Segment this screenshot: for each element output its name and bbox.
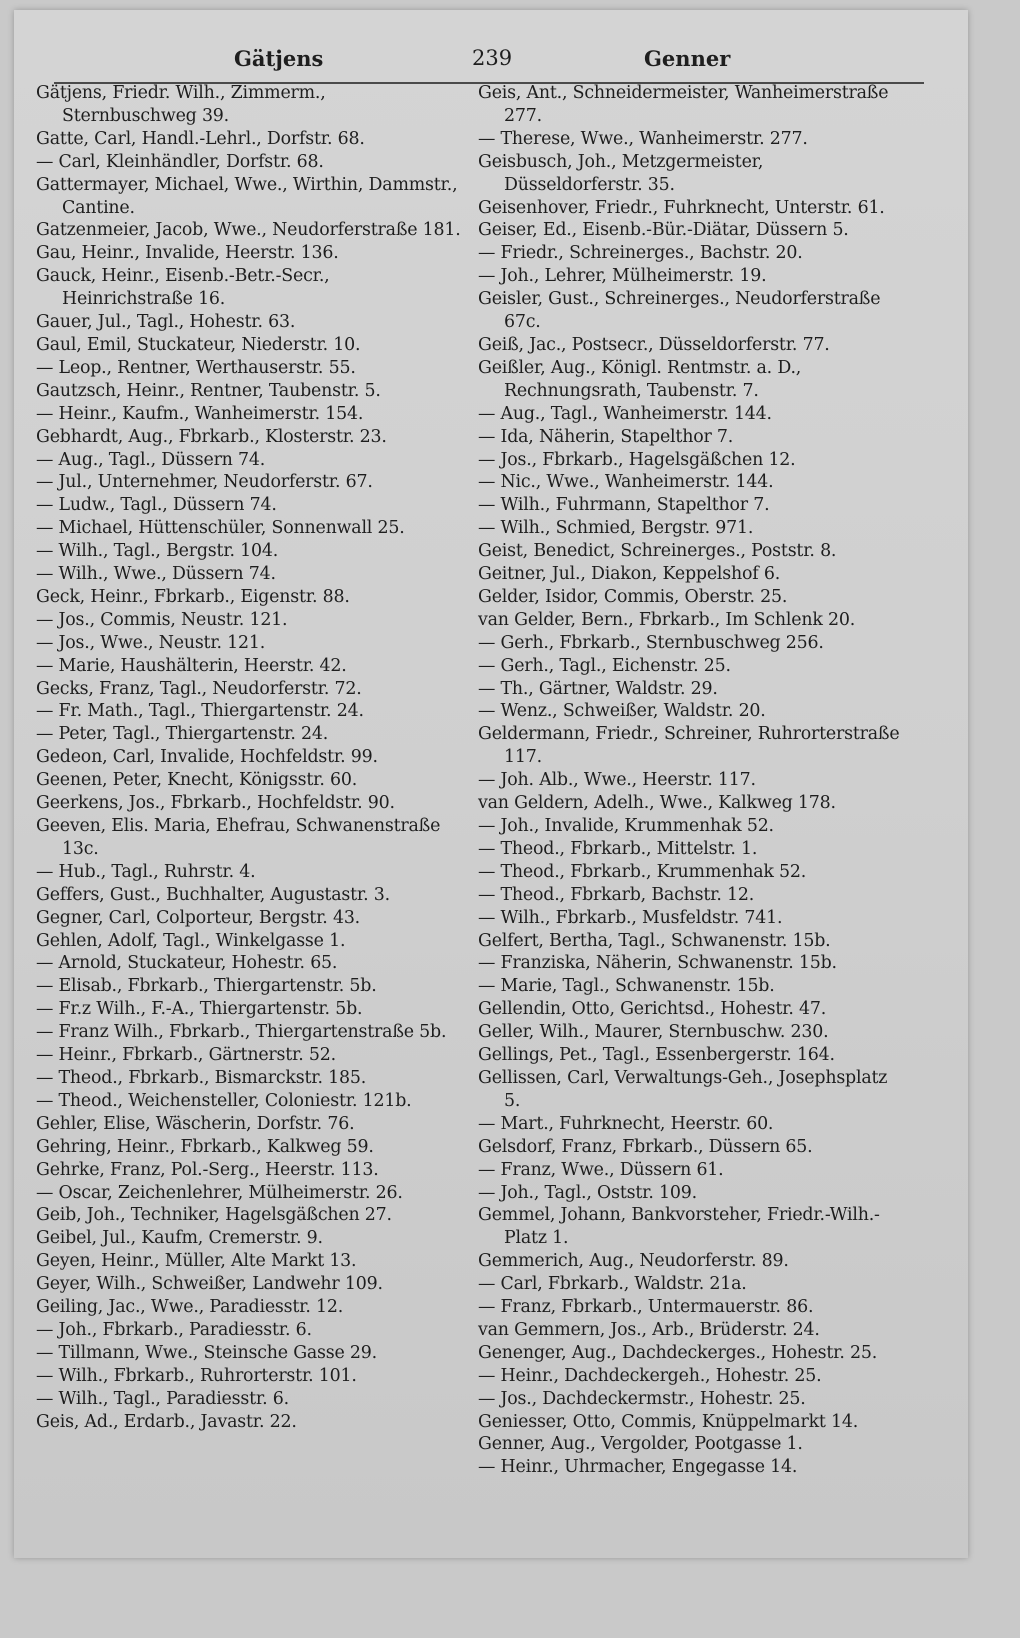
directory-entry: — Heinr., Uhrmacher, Engegasse 14. [478,1457,798,1478]
page-header [54,46,924,78]
directory-entry: — Franz Wilh., Fbrkarb., Thiergartenstraße 5b. [36,1022,447,1043]
directory-entry: Geisenhover, Friedr., Fuhrknecht, Unterstr. 61. [478,197,885,218]
directory-entry: Geiser, Ed., Eisenb.-Bür.-Diätar, Düssern 5. [478,220,849,241]
header-right-word: Genner [644,46,731,71]
directory-entry: — Wilh., Fuhrmann, Stapelthor 7. [478,495,770,516]
directory-entry: Gedeon, Carl, Invalide, Hochfeldstr. 99. [36,747,378,768]
directory-entry: — Peter, Tagl., Thiergartenstr. 24. [36,724,329,745]
directory-entry: — Joh., Invalide, Krummenhak 52. [478,816,774,836]
directory-entry: Geis, Ant., Schneidermeister, Wanheimerstraße 277. [478,83,889,126]
directory-entry: — Th., Gärtner, Waldstr. 29. [478,678,718,699]
directory-entry: Genenger, Aug., Dachdeckerges., Hohestr. 25. [478,1342,878,1363]
directory-entry: — Joh., Lehrer, Mülheimerstr. 19. [478,266,767,287]
directory-entry: Gebhardt, Aug., Fbrkarb., Klosterstr. 23. [36,426,387,447]
directory-entry: — Wilh., Schmied, Bergstr. 971. [478,518,754,539]
directory-entry: — Jos., Fbrkarb., Hagelsgäßchen 12. [478,449,796,470]
directory-entry: — Leop., Rentner, Werthauserstr. 55. [36,357,356,378]
directory-entry: — Mart., Fuhrknecht, Heerstr. 60. [478,1113,774,1134]
directory-entry: — Wilh., Fbrkarb., Musfeldstr. 741. [478,907,783,928]
directory-entry: — Joh., Fbrkarb., Paradiesstr. 6. [36,1319,312,1340]
directory-entry: Gelsdorf, Franz, Fbrkarb., Düssern 65. [478,1136,813,1157]
directory-entry: — Tillmann, Wwe., Steinsche Gasse 29. [36,1342,377,1363]
directory-entry: Geniesser, Otto, Commis, Knüppelmarkt 14. [478,1411,859,1432]
directory-entry: Gätjens, Friedr. Wilh., Zimmerm., Sternbuschweg 39. [36,83,326,126]
directory-entry: — Jos., Dachdeckermstr., Hohestr. 25. [478,1388,806,1409]
directory-entry: Geyen, Heinr., Müller, Alte Markt 13. [36,1251,357,1272]
directory-entry: — Theod., Fbrkarb., Bismarckstr. 185. [36,1067,367,1088]
directory-entry: van Gemmern, Jos., Arb., Brüderstr. 24. [478,1319,820,1340]
directory-entry: — Therese, Wwe., Wanheimerstr. 277. [478,128,808,149]
directory-entry: — Aug., Tagl., Düssern 74. [36,449,266,470]
directory-entry: — Arnold, Stuckateur, Hohestr. 65. [36,953,338,974]
directory-entry: — Nic., Wwe., Wanheimerstr. 144. [478,472,774,493]
directory-entry: Geyer, Wilh., Schweißer, Landwehr 109. [36,1274,383,1295]
directory-entry: Gehring, Heinr., Fbrkarb., Kalkweg 59. [36,1136,374,1157]
directory-entry: Gehler, Elise, Wäscherin, Dorfstr. 76. [36,1113,355,1134]
directory-entry: — Theod., Weichensteller, Coloniestr. 121b. [36,1090,412,1111]
directory-entry: Geller, Wilh., Maurer, Sternbuschw. 230. [478,1022,829,1043]
directory-entry: Geerkens, Jos., Fbrkarb., Hochfeldstr. 90. [36,793,395,814]
directory-entry: — Hub., Tagl., Ruhrstr. 4. [36,861,256,882]
directory-entry: — Oscar, Zeichenlehrer, Mülheimerstr. 26. [36,1182,403,1203]
directory-entry: Geißler, Aug., Königl. Rentmstr. a. D., Rechnungsrath, Taubenstr. 7. [478,357,802,401]
directory-entry: — Joh., Tagl., Oststr. 109. [478,1182,697,1203]
directory-entry: Gauer, Jul., Tagl., Hohestr. 63. [36,312,296,333]
page-number: 239 [472,46,513,70]
directory-entry: — Fr. Math., Tagl., Thiergartenstr. 24. [36,701,364,722]
directory-entry: — Gerh., Tagl., Eichenstr. 25. [478,655,731,676]
directory-entry: — Jos., Commis, Neustr. 121. [36,609,288,630]
directory-entry: Geib, Joh., Techniker, Hagelsgäßchen 27. [36,1205,392,1226]
directory-entry: — Wilh., Tagl., Paradiesstr. 6. [36,1388,289,1409]
directory-entry: — Franz, Wwe., Düssern 61. [478,1159,724,1180]
directory-entry: — Elisab., Fbrkarb., Thiergartenstr. 5b. [36,976,377,997]
directory-entry: Geibel, Jul., Kaufm, Cremerstr. 9. [36,1228,323,1249]
directory-entry: Gattermayer, Michael, Wwe., Wirthin, Dammstr., Cantine. [36,174,458,218]
directory-entry: — Heinr., Fbrkarb., Gärtnerstr. 52. [36,1045,336,1066]
directory-entry: Geisbusch, Joh., Metzgermeister, Düsseldorferstr. 35. [478,151,764,195]
directory-entry: — Jul., Unternehmer, Neudorferstr. 67. [36,472,373,493]
directory-entry: — Franz, Fbrkarb., Untermauerstr. 86. [478,1297,814,1318]
directory-entry: Gehlen, Adolf, Tagl., Winkelgasse 1. [36,930,346,951]
directory-entry: Gellings, Pet., Tagl., Essenbergerstr. 164. [478,1045,835,1066]
directory-entry: Gatte, Carl, Handl.-Lehrl., Dorfstr. 68. [36,128,365,149]
directory-entry: Gau, Heinr., Invalide, Heerstr. 136. [36,243,339,264]
directory-entry: — Ludw., Tagl., Düssern 74. [36,495,277,516]
left-column [36,82,461,1433]
directory-entry: Gautzsch, Heinr., Rentner, Taubenstr. 5. [36,380,381,401]
directory-entry: — Jos., Wwe., Neustr. 121. [36,632,266,653]
directory-entry: Geiling, Jac., Wwe., Paradiesstr. 12. [36,1297,344,1318]
directory-entry: Geiß, Jac., Postsecr., Düsseldorferstr. 77. [478,334,830,355]
directory-entry: van Gelder, Bern., Fbrkarb., Im Schlenk 20. [478,609,856,630]
directory-entry: Geffers, Gust., Buchhalter, Augustastr. 3. [36,884,390,905]
directory-entry: — Carl, Kleinhändler, Dorfstr. 68. [36,151,324,172]
directory-entry: Geis, Ad., Erdarb., Javastr. 22. [36,1411,297,1432]
directory-entry: Gellendin, Otto, Gerichtsd., Hohestr. 47. [478,999,827,1020]
directory-entry: Geisler, Gust., Schreinerges., Neudorferstraße 67c. [478,289,881,333]
directory-entry: Gatzenmeier, Jacob, Wwe., Neudorferstraße 181. [36,220,461,241]
directory-entry: Geeven, Elis. Maria, Ehefrau, Schwanenstraße 13c. [36,816,441,859]
directory-entry: — Wilh., Tagl., Bergstr. 104. [36,541,279,562]
directory-entry: — Theod., Fbrkarb, Bachstr. 12. [478,884,755,905]
directory-entry: van Geldern, Adelh., Wwe., Kalkweg 178. [478,793,836,814]
directory-entry: — Ida, Näherin, Stapelthor 7. [478,426,734,447]
directory-entry: — Wilh., Fbrkarb., Ruhrorterstr. 101. [36,1365,357,1386]
directory-entry: — Wilh., Wwe., Düssern 74. [36,564,276,585]
directory-entry: Gegner, Carl, Colporteur, Bergstr. 43. [36,907,361,928]
directory-entry: Geenen, Peter, Knecht, Königsstr. 60. [36,770,358,791]
directory-entry: — Fr.z Wilh., F.-A., Thiergartenstr. 5b. [36,999,363,1020]
directory-entry: — Heinr., Kaufm., Wanheimerstr. 154. [36,403,364,424]
directory-entry: — Gerh., Fbrkarb., Sternbuschweg 256. [478,632,824,653]
directory-entry: — Friedr., Schreinerges., Bachstr. 20. [478,243,803,264]
directory-entry: Genner, Aug., Vergolder, Pootgasse 1. [478,1434,803,1455]
right-column [478,82,903,1479]
directory-entry: — Marie, Haushälterin, Heerstr. 42. [36,655,347,676]
directory-entry: — Theod., Fbrkarb., Krummenhak 52. [478,861,807,882]
directory-entry: — Theod., Fbrkarb., Mittelstr. 1. [478,838,758,859]
directory-entry: Gecks, Franz, Tagl., Neudorferstr. 72. [36,678,362,699]
directory-entry: Geldermann, Friedr., Schreiner, Ruhrorterstraße 117. [478,724,900,768]
directory-entry: — Joh. Alb., Wwe., Heerstr. 117. [478,770,756,791]
directory-entry: Gelder, Isidor, Commis, Oberstr. 25. [478,586,788,607]
directory-entry: Gellissen, Carl, Verwaltungs-Geh., Josephsplatz 5. [478,1067,888,1111]
directory-entry: — Franziska, Näherin, Schwanenstr. 15b. [478,953,837,974]
header-left-word: Gätjens [234,46,324,71]
directory-entry: — Wenz., Schweißer, Waldstr. 20. [478,701,766,722]
directory-entry: — Heinr., Dachdeckergeh., Hohestr. 25. [478,1365,822,1386]
directory-entry: — Carl, Fbrkarb., Waldstr. 21a. [478,1274,747,1295]
directory-entry: Gemmel, Johann, Bankvorsteher, Friedr.-Wilh.-Platz 1. [478,1205,880,1249]
directory-entry: — Marie, Tagl., Schwanenstr. 15b. [478,976,775,997]
directory-entry: Gauck, Heinr., Eisenb.-Betr.-Secr., Heinrichstraße 16. [36,266,330,310]
directory-entry: Gehrke, Franz, Pol.-Serg., Heerstr. 113. [36,1159,379,1180]
directory-entry: Geist, Benedict, Schreinerges., Poststr. 8. [478,541,837,562]
directory-entry: Gaul, Emil, Stuckateur, Niederstr. 10. [36,334,361,355]
directory-entry: Geitner, Jul., Diakon, Keppelshof 6. [478,564,781,585]
directory-entry: — Aug., Tagl., Wanheimerstr. 144. [478,403,772,424]
directory-entry: Geck, Heinr., Fbrkarb., Eigenstr. 88. [36,586,350,607]
directory-entry: Gemmerich, Aug., Neudorferstr. 89. [478,1251,789,1272]
directory-entry: — Michael, Hüttenschüler, Sonnenwall 25. [36,518,405,539]
directory-entry: Gelfert, Bertha, Tagl., Schwanenstr. 15b. [478,930,831,951]
